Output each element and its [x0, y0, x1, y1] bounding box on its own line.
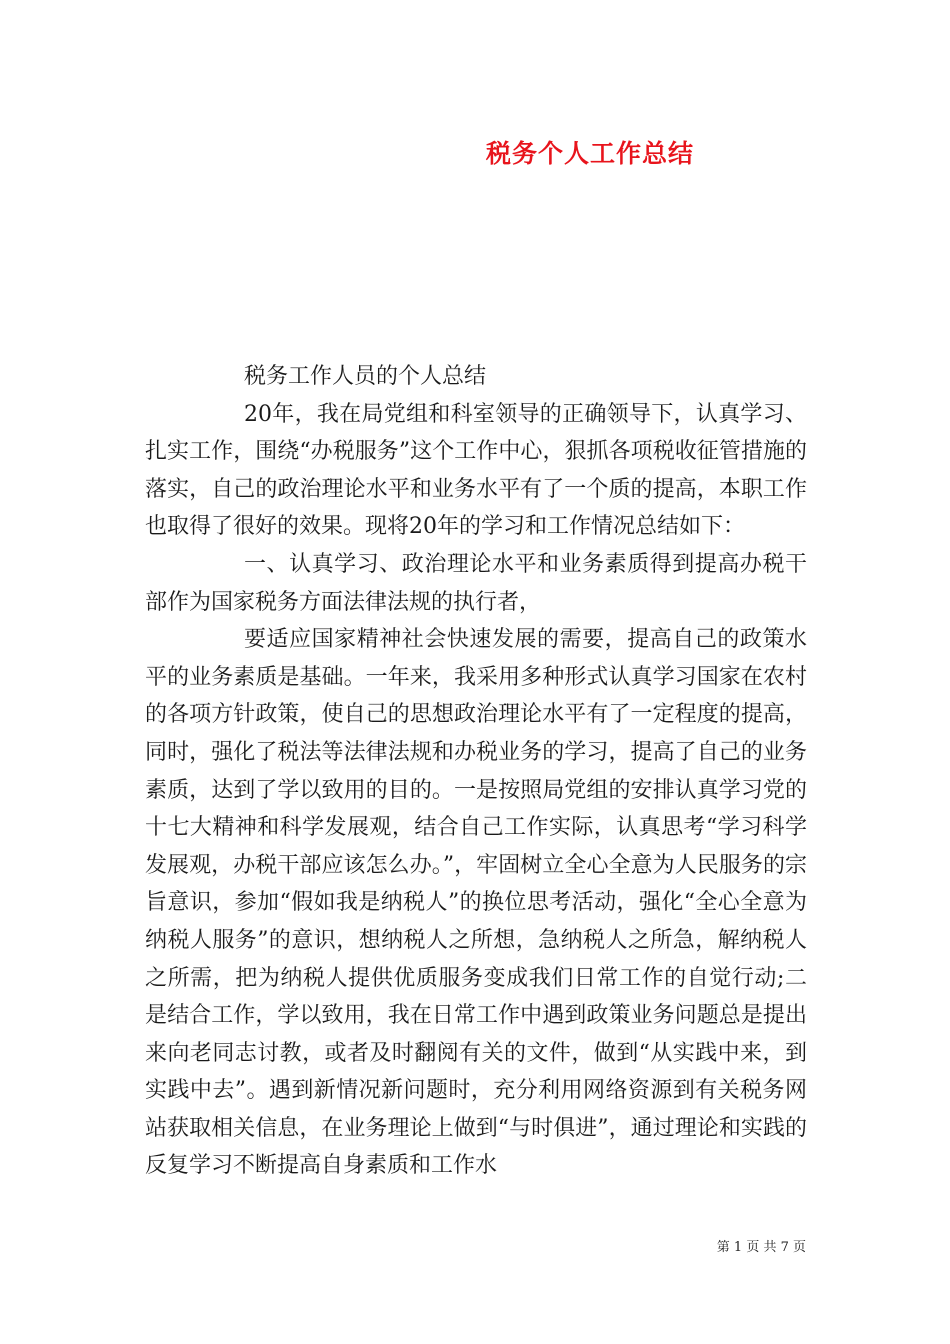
- document-body: [145, 358, 807, 1185]
- paragraph-section-heading: 一、认真学习、政治理论水平和业务素质得到提高办税干部作为国家税务方面法律法规的执行者，: [145, 551, 807, 615]
- document-title: 税务个人工作总结: [485, 139, 694, 168]
- page-number-footer: 第 1 页 共 7 页: [716, 1240, 806, 1255]
- paragraph-subtitle: 税务工作人员的个人总结: [244, 364, 487, 389]
- paragraph-intro: 20年，我在局党组和科室领导的正确领导下，认真学习、扎实工作，围绕“办税服务”这个工作中心，狠抓各项税收征管措施的落实，自己的政治理论水平和业务水平有了一个质的提高，本职工作也取得了很好的效果。现将20年的学习和工作情况总结如下：: [145, 401, 807, 540]
- paragraph-body: 要适应国家精神社会快速发展的需要，提高自己的政策水平的业务素质是基础。一年来，我采用多种形式认真学习国家在农村的各项方针政策，使自己的思想政治理论水平有了一定程度的提高，同时，强化了税法等法律法规和办税业务的学习，提高了自己的业务素质，达到了学以致用的目的。一是按照局党组的安排认真学习党的十七大精神和科学发展观，结合自己工作实际，认真思考“学习科学发展观，办税干部应该怎么办。”，牢固树立全心全意为人民服务的宗旨意识，参加“假如我是纳税人”的换位思考活动，强化“全心全意为纳税人服务”的意识，想纳税人之所想，急纳税人之所急，解纳税人之所需，把为纳税人提供优质服务变成我们日常工作的自觉行动;二是结合工作，学以致用，我在日常工作中遇到政策业务问题总是提出来向老同志讨教，或者及时翻阅有关的文件，做到“从实践中来，到实践中去”。遇到新情况新问题时，充分利用网络资源到有关税务网站获取相关信息，在业务理论上做到“与时俱进”，通过理论和实践的反复学习不断提高自身素质和工作水: [145, 627, 807, 1179]
